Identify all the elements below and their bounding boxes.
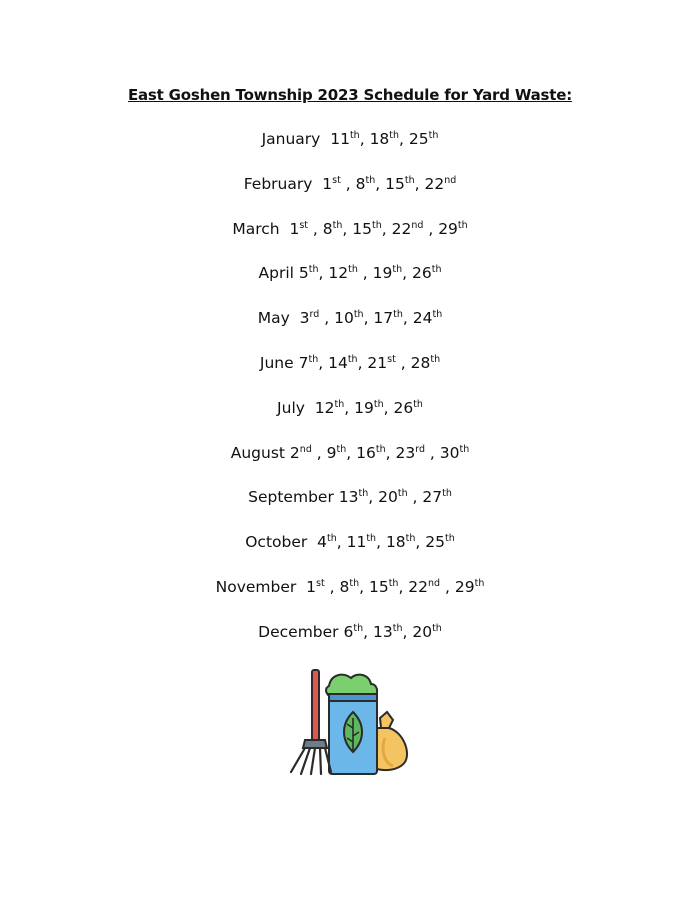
date-separator: , xyxy=(440,577,455,596)
date-suffix: th xyxy=(404,174,415,186)
month-name: April xyxy=(258,264,294,283)
schedule-row xyxy=(0,442,700,487)
date-suffix: th xyxy=(388,577,399,589)
date-number: 26 xyxy=(411,264,432,283)
schedule-row xyxy=(0,218,700,263)
date-number: 19 xyxy=(372,264,393,283)
month-name: November xyxy=(215,577,297,596)
month-separator xyxy=(320,130,330,148)
date-suffix: th xyxy=(392,622,403,634)
date-number: 1 xyxy=(289,219,300,238)
date-suffix: th xyxy=(373,398,384,410)
date-suffix: th xyxy=(393,309,403,321)
schedule-row xyxy=(0,486,700,531)
date-number: 29 xyxy=(454,577,475,596)
date-separator: , xyxy=(308,219,323,238)
date-suffix: th xyxy=(365,174,376,186)
date-number: 19 xyxy=(354,398,374,417)
date-number: 26 xyxy=(393,398,414,417)
date-separator: , xyxy=(402,309,413,328)
date-suffix: th xyxy=(353,622,364,634)
date-suffix: th xyxy=(474,577,485,589)
date-separator: , xyxy=(319,309,335,328)
date-separator: , xyxy=(415,533,426,552)
date-separator: , xyxy=(399,130,409,148)
date-number: 4 xyxy=(317,533,327,552)
date-separator: , xyxy=(342,219,353,238)
page-title: East Goshen Township 2023 Schedule for Yard Waste: xyxy=(127,86,573,104)
date-number: 25 xyxy=(408,130,429,148)
date-number: 22 xyxy=(424,174,445,193)
date-number: 11 xyxy=(330,130,350,148)
date-separator: , xyxy=(363,309,374,328)
date-suffix: th xyxy=(397,488,408,500)
date-number: 1 xyxy=(306,577,316,596)
date-number: 8 xyxy=(322,219,333,238)
date-number: 22 xyxy=(408,577,429,596)
month-separator xyxy=(305,399,315,417)
date-suffix: th xyxy=(430,353,441,365)
date-number: 6 xyxy=(343,622,354,641)
rake-icon xyxy=(291,670,331,774)
date-suffix: th xyxy=(308,264,319,276)
date-separator: , xyxy=(357,264,373,283)
date-separator: , xyxy=(376,533,386,552)
date-suffix: rd xyxy=(415,443,425,455)
date-number: 15 xyxy=(368,577,389,596)
date-number: 16 xyxy=(356,443,376,462)
date-separator: , xyxy=(402,622,413,641)
date-suffix: st xyxy=(332,174,341,186)
date-suffix: th xyxy=(457,219,468,231)
date-suffix: th xyxy=(336,443,347,455)
date-suffix: st xyxy=(316,577,325,589)
date-number: 18 xyxy=(385,533,406,552)
month-name: February xyxy=(243,174,313,193)
date-suffix: th xyxy=(432,622,442,634)
date-suffix: th xyxy=(372,219,382,231)
date-separator: , xyxy=(357,353,368,372)
month-name: May xyxy=(257,309,290,328)
date-separator: , xyxy=(318,353,329,372)
date-number: 13 xyxy=(372,622,393,641)
date-suffix: th xyxy=(334,398,345,410)
date-separator: , xyxy=(368,488,379,507)
schedule-list xyxy=(0,128,700,666)
date-separator: , xyxy=(318,264,329,283)
date-number: 3 xyxy=(299,309,310,328)
date-suffix: nd xyxy=(444,174,457,186)
date-suffix: th xyxy=(353,309,364,321)
schedule-row xyxy=(0,576,700,621)
date-suffix: th xyxy=(348,264,358,276)
leaf-bag-icon xyxy=(326,675,377,774)
month-name: October xyxy=(245,533,308,552)
date-suffix: th xyxy=(428,130,439,141)
date-number: 9 xyxy=(326,443,337,462)
date-number: 23 xyxy=(395,443,416,462)
date-suffix: th xyxy=(332,219,343,231)
date-suffix: nd xyxy=(411,219,424,231)
date-number: 18 xyxy=(369,130,390,148)
month-separator xyxy=(296,578,306,596)
date-suffix: th xyxy=(308,353,319,365)
date-separator: , xyxy=(383,398,394,417)
schedule-row xyxy=(0,307,700,352)
month-name: June xyxy=(259,353,294,372)
month-name: December xyxy=(258,622,339,641)
date-number: 27 xyxy=(422,488,443,507)
date-separator: , xyxy=(423,219,439,238)
month-separator xyxy=(307,533,317,551)
date-separator: , xyxy=(385,443,396,462)
date-number: 2 xyxy=(289,443,300,462)
date-separator: , xyxy=(336,533,347,552)
date-suffix: th xyxy=(389,130,400,141)
schedule-row xyxy=(0,262,700,307)
date-separator: , xyxy=(402,264,412,283)
date-number: 8 xyxy=(355,174,366,193)
date-suffix: th xyxy=(326,533,337,545)
date-separator: , xyxy=(311,443,327,462)
month-name: January xyxy=(261,130,321,148)
date-separator: , xyxy=(359,130,370,148)
date-suffix: th xyxy=(405,533,416,545)
date-separator: , xyxy=(395,353,411,372)
month-separator xyxy=(280,220,290,238)
date-suffix: nd xyxy=(299,443,312,455)
date-number: 20 xyxy=(378,488,398,507)
date-separator: , xyxy=(375,174,386,193)
date-number: 28 xyxy=(410,353,431,372)
date-suffix: th xyxy=(431,264,442,276)
date-suffix: st xyxy=(387,353,396,365)
schedule-row xyxy=(0,352,700,397)
date-number: 21 xyxy=(367,353,388,372)
schedule-row xyxy=(0,128,700,173)
date-suffix: th xyxy=(366,533,377,545)
date-number: 1 xyxy=(322,174,333,193)
date-separator: , xyxy=(359,577,369,596)
date-suffix: th xyxy=(358,488,369,500)
date-number: 10 xyxy=(334,309,354,328)
date-suffix: th xyxy=(347,353,358,365)
date-separator: , xyxy=(407,488,423,507)
date-number: 30 xyxy=(439,443,460,462)
date-separator: , xyxy=(363,622,373,641)
date-number: 25 xyxy=(425,533,446,552)
date-separator: , xyxy=(324,577,340,596)
schedule-row xyxy=(0,397,700,442)
date-suffix: rd xyxy=(309,309,320,321)
schedule-row xyxy=(0,531,700,576)
date-separator: , xyxy=(344,398,355,417)
date-suffix: st xyxy=(299,219,308,231)
date-suffix: th xyxy=(442,488,452,500)
date-suffix: th xyxy=(432,309,443,321)
date-separator: , xyxy=(398,577,409,596)
date-suffix: th xyxy=(349,577,360,589)
date-suffix: th xyxy=(445,533,455,545)
date-number: 14 xyxy=(328,353,348,372)
date-number: 13 xyxy=(338,488,359,507)
date-suffix: th xyxy=(392,264,403,276)
month-name: September xyxy=(248,488,334,507)
schedule-row xyxy=(0,621,700,666)
date-suffix: th xyxy=(349,130,360,141)
month-name: July xyxy=(277,398,305,417)
yard-waste-icon xyxy=(285,668,415,780)
date-suffix: th xyxy=(413,398,423,410)
date-separator: , xyxy=(346,443,357,462)
date-number: 11 xyxy=(346,533,367,552)
schedule-row xyxy=(0,173,700,218)
date-suffix: th xyxy=(459,443,470,455)
date-number: 22 xyxy=(391,219,412,238)
month-separator xyxy=(290,309,300,327)
date-number: 15 xyxy=(385,174,405,193)
date-number: 12 xyxy=(328,264,349,283)
month-separator xyxy=(312,175,322,193)
date-separator: , xyxy=(381,219,392,238)
date-number: 5 xyxy=(298,264,309,283)
date-number: 8 xyxy=(339,577,350,596)
date-number: 20 xyxy=(412,622,433,641)
date-separator: , xyxy=(424,443,440,462)
date-suffix: nd xyxy=(428,577,441,589)
date-suffix: th xyxy=(375,443,386,455)
date-separator: , xyxy=(340,174,356,193)
month-name: August xyxy=(230,443,285,462)
date-separator: , xyxy=(414,174,425,193)
month-name: March xyxy=(232,219,280,238)
date-number: 12 xyxy=(314,398,335,417)
date-number: 7 xyxy=(298,353,309,372)
date-number: 15 xyxy=(352,219,372,238)
date-number: 24 xyxy=(412,309,433,328)
date-number: 17 xyxy=(373,309,394,328)
date-number: 29 xyxy=(438,219,458,238)
